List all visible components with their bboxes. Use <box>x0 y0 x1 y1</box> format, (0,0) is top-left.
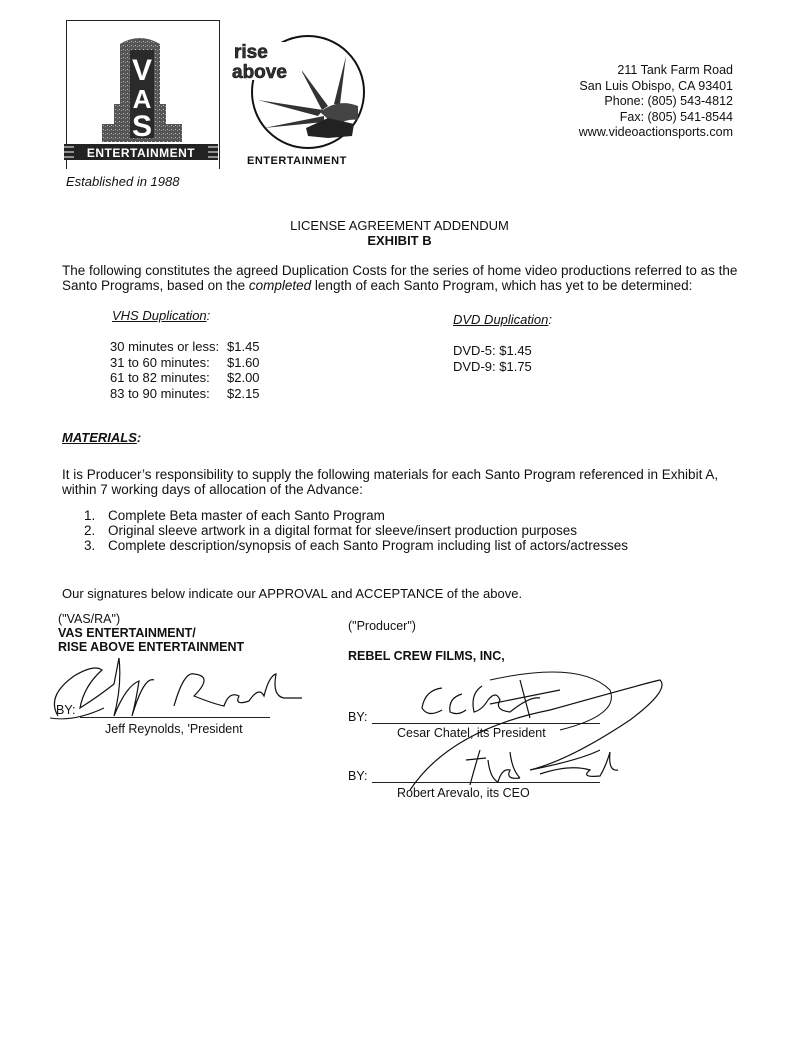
left-by-label: BY: <box>56 703 76 717</box>
dvd-price-list <box>453 343 532 374</box>
vas-letter-s: S <box>131 110 153 143</box>
vhs-row-label: 83 to 90 minutes: <box>110 385 210 401</box>
dvd-row-label: DVD-9: <box>453 358 496 374</box>
dvd-row-price: $1.45 <box>499 343 532 358</box>
rise-above-logo <box>228 28 373 156</box>
vhs-heading-text: VHS Duplication <box>112 308 207 323</box>
vhs-heading <box>112 308 210 324</box>
list-item-number: 2. <box>84 523 96 538</box>
list-item-number: 3. <box>84 538 96 553</box>
dvd-heading-text: DVD Duplication <box>453 312 549 327</box>
approval-statement: Our signatures below indicate our APPROVAL and ACCEPTANCE of the above. <box>62 586 523 601</box>
materials-list-item <box>84 523 628 538</box>
materials-heading-text: MATERIALS <box>62 430 137 445</box>
vhs-row-label: 30 minutes or less: <box>110 339 220 354</box>
document-title: LICENSE AGREEMENT ADDENDUM <box>290 218 509 233</box>
left-company-line-2: RISE ABOVE ENTERTAINMENT <box>58 640 245 654</box>
list-item-text: Original sleeve artwork in a digital format for sleeve/insert production purposes <box>108 523 577 538</box>
company-address <box>579 63 733 141</box>
intro-line-1: The following constitutes the agreed Duplication Costs for the series of home video productions referred to as the <box>62 263 738 278</box>
vas-letter-v: V <box>131 54 153 87</box>
address-website: www.videoactionsports.com <box>578 125 733 139</box>
list-item-number: 1. <box>84 508 96 523</box>
dvd-row <box>453 359 532 375</box>
left-signer-name: Jeff Reynolds, 'President <box>105 722 243 736</box>
document-subtitle: EXHIBIT B <box>367 233 432 248</box>
materials-list <box>84 508 628 553</box>
right-by-label-2: BY: <box>348 769 368 783</box>
materials-intro-line-1: It is Producer’s responsibility to supply the following materials for each Santo Program referenced in Exhibit A, <box>62 467 719 482</box>
vhs-row <box>110 355 260 371</box>
materials-intro-line-2: within 7 working days of allocation of the Advance: <box>62 482 363 497</box>
list-item-text: Complete description/synopsis of each Santo Program including list of actors/actresses <box>108 538 629 553</box>
vhs-price-list <box>110 339 260 401</box>
rise-above-wordmark-line2: above <box>232 62 287 83</box>
vhs-row-label: 61 to 82 minutes: <box>110 370 210 385</box>
vhs-row <box>110 339 260 355</box>
dvd-row-price: $1.75 <box>499 358 532 374</box>
rise-above-wordmark-line1: rise <box>234 42 268 63</box>
address-phone: Phone: (805) 543-4812 <box>604 94 733 108</box>
materials-list-item <box>84 538 628 553</box>
vas-letter-a: A <box>132 84 152 114</box>
right-signer-name-2: Robert Arevalo, its CEO <box>397 786 530 800</box>
vhs-heading-colon: : <box>206 308 211 323</box>
vhs-row-price: $1.45 <box>227 339 260 354</box>
established-text: Established in 1988 <box>66 174 180 189</box>
vhs-row-price: $2.00 <box>227 370 260 385</box>
left-signature-header <box>58 612 244 654</box>
materials-heading <box>62 430 141 446</box>
right-company-name: REBEL CREW FILMS, INC, <box>348 649 505 663</box>
vhs-row-price: $1.60 <box>227 354 260 370</box>
materials-list-item <box>84 508 628 523</box>
intro-text-b: length of each Santo Program, which has yet to be determined: <box>311 278 693 293</box>
producer-signatures <box>370 660 670 800</box>
list-item-text: Complete Beta master of each Santo Program <box>108 508 385 523</box>
address-street: 211 Tank Farm Road <box>617 63 733 77</box>
intro-paragraph <box>62 263 737 293</box>
address-city: San Luis Obispo, CA 93401 <box>579 78 733 93</box>
intro-text-a: Santo Programs, based on the <box>62 278 249 293</box>
rise-above-entertainment-label: ENTERTAINMENT <box>247 155 347 167</box>
dvd-row <box>453 343 532 359</box>
dvd-heading-colon: : <box>548 312 552 327</box>
left-party-alias: ("VAS/RA") <box>58 612 121 626</box>
materials-heading-colon: : <box>136 430 142 445</box>
jeff-reynolds-signature <box>44 656 306 724</box>
intro-line-2 <box>62 278 737 293</box>
vhs-row <box>110 386 260 402</box>
right-by-label-1: BY: <box>348 710 368 724</box>
materials-intro <box>62 467 718 497</box>
vas-entertainment-logo <box>62 32 222 172</box>
dvd-heading <box>453 312 552 328</box>
vhs-row-label: 31 to 60 minutes: <box>110 354 210 370</box>
left-company-line-1: VAS ENTERTAINMENT/ <box>58 626 196 640</box>
vhs-row-price: $2.15 <box>227 385 260 401</box>
right-party-alias: ("Producer") <box>348 619 416 633</box>
vas-banner-text: ENTERTAINMENT <box>86 146 196 160</box>
address-fax: Fax: (805) 541-8544 <box>619 109 733 124</box>
dvd-row-label: DVD-5: <box>453 343 496 358</box>
vhs-row <box>110 370 260 386</box>
intro-emphasis: completed <box>248 278 312 293</box>
right-signer-name-1: Cesar Chatel, its President <box>397 726 546 740</box>
